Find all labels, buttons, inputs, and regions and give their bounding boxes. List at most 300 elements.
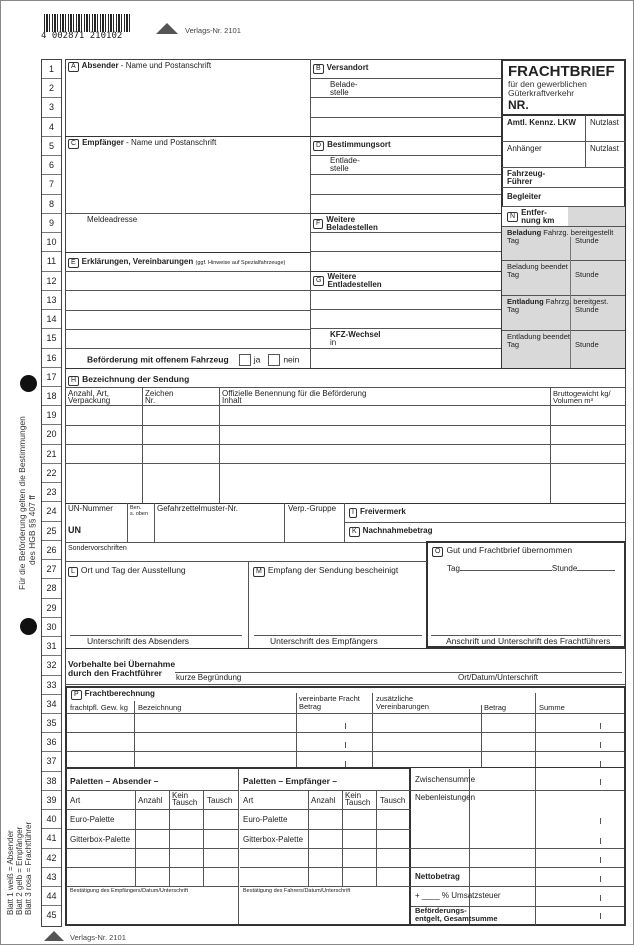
section-d-title — [313, 141, 391, 151]
decimal-tick — [345, 742, 346, 748]
divider — [502, 114, 625, 116]
beladestelle-label — [330, 81, 358, 97]
col-brutto — [553, 390, 611, 404]
divider — [502, 141, 625, 142]
divider — [310, 136, 501, 137]
divider — [65, 503, 626, 504]
letter-k: K — [349, 527, 360, 537]
divider — [240, 867, 411, 868]
section-g-title — [313, 273, 382, 289]
freivermerk-text: Freivermerk — [359, 507, 406, 516]
letter-e: E — [68, 258, 79, 268]
o-stunde: Stunde — [551, 564, 578, 573]
section-a-title — [68, 62, 211, 72]
fracht-1: vereinbarte Fracht — [299, 694, 360, 703]
line-number: 32 — [42, 656, 61, 675]
divider — [65, 348, 310, 349]
o-tag: Tag — [447, 564, 460, 573]
section-c-title — [68, 139, 216, 149]
letter-l: L — [68, 567, 78, 577]
divider — [65, 387, 626, 388]
ben-2: s. oben — [130, 511, 149, 517]
divider — [342, 790, 343, 886]
entf-1: Entfer- — [521, 208, 547, 217]
divider — [67, 848, 238, 849]
empfaenger-rest: - Name und Postanschrift — [123, 138, 217, 147]
subtitle-2: Güterkraftverkehr — [508, 87, 575, 98]
col-art: Art — [70, 796, 81, 806]
sign-frachtfuehrer: Anschrift und Unterschrift des Frachtführers — [446, 636, 611, 646]
divider — [535, 693, 536, 925]
row-euro: Euro-Palette — [70, 815, 115, 825]
col-tausch: Tausch — [207, 796, 233, 806]
line-number: 6 — [42, 156, 61, 175]
legal-note-line2: des HGB §§ 407 ff — [27, 495, 37, 565]
copy-legend — [6, 822, 33, 915]
divider — [67, 751, 624, 752]
letter-m: M — [253, 567, 265, 577]
row-gitter: Gitterbox-Palette — [70, 834, 131, 844]
copy-1: Blatt 1 weiß = Absender — [6, 830, 15, 915]
divider — [284, 503, 285, 542]
stunde-label: Stunde — [575, 305, 599, 314]
beladestelle-1: Belade- — [330, 80, 358, 89]
ausstellung-label: Ort und Tag der Ausstellung — [80, 565, 186, 575]
col-zeichen — [145, 390, 173, 404]
vorbehalte-2: durch den Frachtführer — [68, 668, 162, 678]
erklaerungen-label: Erklärungen, Vereinbarungen — [81, 257, 194, 266]
divider — [310, 251, 501, 252]
col-kein: Kein — [345, 791, 362, 801]
form-title: FRACHTBRIEF — [508, 63, 615, 80]
time-label: Fahrzg. bereitgestellt — [543, 228, 614, 237]
decimal-tick — [600, 857, 601, 863]
benennung-1: Offizielle Benennung für die Beförderung — [222, 389, 367, 398]
divider — [65, 252, 310, 253]
benennung-2: Inhalt — [222, 396, 242, 405]
divider — [65, 405, 626, 406]
subtitle-1: für den gewerblichen — [508, 79, 587, 89]
nutzlast-label: Nutzlast — [590, 118, 619, 127]
time-field[interactable] — [502, 295, 625, 329]
line-number: 2 — [42, 79, 61, 98]
stunde-label: Stunde — [575, 270, 599, 279]
divider — [248, 561, 249, 648]
col-kein-2: Tausch — [172, 798, 198, 808]
divider — [310, 97, 501, 98]
entfernung-label — [507, 209, 554, 225]
line-number: 40 — [42, 810, 61, 829]
divider — [310, 290, 501, 291]
absender-label: Absender — [81, 61, 119, 70]
punch-hole — [20, 375, 37, 392]
anzahl-2: Verpackung — [68, 396, 111, 405]
col-art: Art — [243, 796, 254, 806]
line-number: 18 — [42, 387, 61, 406]
divider — [310, 232, 501, 233]
line-number: 20 — [42, 425, 61, 444]
line-number: 13 — [42, 291, 61, 310]
divider — [344, 522, 626, 523]
col-benennung — [222, 390, 366, 404]
decimal-tick — [600, 913, 601, 919]
divider — [411, 867, 624, 868]
vorbehalte-label — [68, 660, 175, 678]
section-l-title — [68, 566, 186, 577]
form-number-label: NR. — [508, 98, 529, 112]
section-b-title — [313, 64, 368, 74]
col-kein: Kein — [172, 791, 189, 801]
line-number: 41 — [42, 829, 61, 848]
decimal-tick — [600, 838, 601, 844]
divider — [240, 886, 411, 887]
nachnahme-text: Nachnahmebetrag — [362, 526, 433, 535]
nebenleistungen-label: Nebenleistungen — [415, 793, 476, 802]
decimal-tick — [600, 723, 601, 729]
open-vehicle-label — [87, 354, 299, 366]
nein-checkbox[interactable] — [268, 354, 280, 366]
line-number: 26 — [42, 541, 61, 560]
line-number: 9 — [42, 214, 61, 233]
tag-label: Tag — [507, 236, 520, 245]
divider — [67, 713, 624, 714]
line-number: 19 — [42, 406, 61, 425]
col-bezeichnung: Bezeichnung — [138, 703, 182, 712]
col-fracht — [299, 695, 360, 711]
time-field[interactable] — [502, 226, 625, 260]
line-number: 45 — [46, 910, 57, 921]
line-number-column — [41, 59, 62, 927]
kennzeichen-label: Amtl. Kennz. LKW — [507, 118, 576, 127]
frachtberechnung-label: Frachtberechnung — [84, 689, 155, 698]
stunde-label: Stunde — [575, 236, 599, 245]
footer-publisher-number: Verlags-Nr. 2101 — [70, 933, 126, 942]
divider — [134, 701, 135, 767]
sendung-label: Bezeichnung der Sendung — [82, 374, 190, 384]
beladestellen-1: Weitere — [326, 215, 356, 224]
line-number: 29 — [42, 599, 61, 618]
letter-f: F — [313, 219, 323, 229]
copy-3: Blatt 3 rosa = Frachtführer — [24, 821, 33, 915]
pallet-title: Paletten – Absender – — [70, 775, 159, 786]
absender-rest: - Name und Postanschrift — [118, 61, 212, 70]
time-field[interactable] — [502, 330, 625, 364]
line-number: 4 — [42, 118, 61, 137]
barcode — [44, 14, 130, 32]
nachnahme-label — [349, 527, 432, 537]
divider — [65, 213, 310, 214]
decimal-tick — [600, 895, 601, 901]
fahrer-1: Fahrzeug- — [507, 169, 546, 178]
fahrer-label — [507, 170, 545, 186]
row-gitter: Gitterbox-Palette — [243, 834, 304, 844]
time-field[interactable] — [502, 260, 625, 294]
footer-logo-icon — [44, 931, 64, 941]
letter-h: H — [68, 376, 79, 386]
time-label: Beladung beendet — [507, 262, 568, 271]
divider — [308, 790, 309, 886]
kurze-begruendung-label: kurze Begründung — [176, 673, 242, 682]
publisher-logo-icon — [156, 23, 178, 34]
line-number: 35 — [42, 714, 61, 733]
divider — [310, 213, 501, 214]
anhaenger-label: Anhänger — [507, 144, 542, 153]
line-number: 37 — [42, 752, 61, 771]
meldeadresse-label: Meldeadresse — [87, 215, 138, 224]
tag-label: Tag — [507, 270, 520, 279]
divider — [135, 790, 136, 886]
letter-c: C — [68, 139, 79, 149]
col-tausch: Tausch — [380, 796, 406, 806]
decimal-tick — [600, 876, 601, 882]
divider — [372, 693, 373, 767]
row-euro: Euro-Palette — [243, 815, 288, 825]
divider — [65, 463, 626, 464]
zwischensumme-label: Zwischensumme — [415, 775, 476, 784]
section-f-title — [313, 216, 378, 232]
divider — [238, 769, 239, 924]
letter-i: I — [349, 508, 357, 518]
uebernommen-label: Gut und Frachtbrief übernommen — [446, 545, 573, 555]
letter-p: P — [71, 690, 82, 700]
divider — [65, 648, 626, 649]
zeichen-2: Nr. — [145, 396, 156, 405]
confirm-label: Bestätigung des Fahrers/Datum/Unterschrift — [243, 888, 351, 895]
divider — [67, 867, 238, 868]
divider — [67, 732, 624, 733]
ben-label — [130, 505, 148, 517]
divider — [502, 187, 625, 188]
form-subtitle — [508, 80, 587, 97]
divider — [240, 809, 411, 810]
section-h-title — [68, 375, 189, 386]
zusatz-1: zusätzliche — [376, 694, 414, 703]
divider — [502, 167, 625, 168]
divider — [67, 829, 238, 830]
col-anzahl: Anzahl — [311, 796, 336, 806]
bestimmungsort-label: Bestimmungsort — [327, 140, 391, 149]
ja-label: ja — [253, 354, 261, 365]
un-nummer-label: UN-Nummer — [68, 504, 113, 513]
entladestelle-2: stelle — [330, 164, 349, 173]
divider — [67, 790, 238, 791]
gefahr-label: Gefahrzettelmuster-Nr. — [157, 504, 238, 513]
punch-hole — [20, 618, 37, 635]
o-tag-label — [447, 565, 617, 573]
divider — [411, 848, 624, 849]
nettobetrag-label: Nettobetrag — [415, 872, 460, 881]
fahrer-2: Führer — [507, 177, 533, 186]
erklaerungen-hint: (ggf. Hinweise auf Spezialfahrzeuge) — [195, 260, 286, 266]
line-number: 30 — [42, 618, 61, 637]
letter-a: A — [68, 62, 79, 72]
line-number: 24 — [42, 502, 61, 521]
line-number: 36 — [42, 733, 61, 752]
decimal-tick — [600, 761, 601, 767]
divider — [169, 790, 170, 886]
gesamt-1: Beförderungs- — [415, 906, 467, 915]
divider — [481, 705, 482, 767]
line-number: 22 — [42, 464, 61, 483]
line-number: 14 — [42, 310, 61, 329]
zusatz-2: Vereinbarungen — [376, 702, 429, 711]
divider — [240, 790, 411, 791]
divider — [411, 790, 624, 791]
entladestelle-label — [330, 157, 360, 173]
divider — [127, 503, 128, 542]
section-p-title — [71, 690, 155, 700]
line-number: 10 — [42, 233, 61, 252]
begleiter-label: Begleiter — [507, 192, 542, 201]
line-number: 31 — [42, 637, 61, 656]
un-label: UN — [68, 525, 81, 535]
line-number: 5 — [42, 137, 61, 156]
letter-n: N — [507, 212, 518, 222]
empfang-label: Empfang der Sendung bescheinigt — [267, 565, 399, 575]
time-head: Beladung — [507, 228, 542, 237]
divider — [203, 790, 204, 886]
col-anzahl: Anzahl — [138, 796, 163, 806]
versandort-label: Versandort — [326, 63, 369, 72]
line-number: 21 — [42, 445, 61, 464]
line-number: 7 — [42, 175, 61, 194]
kfz-wechsel-label — [330, 331, 381, 347]
meldeadresse-field[interactable] — [66, 226, 309, 251]
divider — [310, 117, 501, 118]
absender-field[interactable] — [66, 73, 309, 135]
line-number: 27 — [42, 560, 61, 579]
letter-o: O — [432, 547, 443, 557]
col-kein-2: Tausch — [345, 798, 371, 808]
divider — [240, 829, 411, 830]
empfaenger-field[interactable] — [66, 150, 309, 212]
divider — [376, 790, 377, 886]
empfaenger-label: Empfänger — [82, 138, 124, 147]
col-anzahl — [68, 390, 110, 404]
kfz-1: KFZ-Wechsel — [330, 330, 381, 339]
entladestellen-2: Entladestellen — [327, 280, 382, 289]
open-vehicle-text: Beförderung mit offenem Fahrzeug — [87, 354, 229, 365]
time-label: Fahrzg. bereitgest. — [545, 297, 609, 306]
nutzlast-anh-label: Nutzlast — [590, 144, 619, 153]
section-m-title — [253, 566, 398, 577]
line-number: 15 — [42, 329, 61, 348]
nein-label: nein — [283, 354, 300, 365]
line-number: 25 — [42, 522, 61, 541]
divider — [296, 693, 297, 767]
beladestellen-2: Beladestellen — [326, 223, 378, 232]
tag-label: Tag — [507, 305, 520, 314]
ort-datum-label: Ort/Datum/Unterschrift — [458, 673, 539, 682]
line-number: 33 — [42, 676, 61, 695]
line-number: 1 — [42, 60, 61, 79]
col-summe: Summe — [539, 703, 565, 712]
ben-1: Ben. — [130, 505, 142, 511]
line-number: 34 — [42, 695, 61, 714]
legal-note-line1: Für die Beförderung gelten die Bestimmungen — [17, 416, 27, 590]
stunde-label: Stunde — [575, 340, 599, 349]
divider — [65, 444, 626, 445]
entladestellen-1: Weitere — [327, 272, 357, 281]
signature-line — [175, 672, 622, 673]
copy-2: Blatt 2 gelb = Empfänger — [15, 826, 24, 915]
col-zusatz — [376, 695, 429, 711]
sondervorschriften-label: Sondervorschriften — [68, 545, 127, 552]
verp-label: Verp.-Gruppe — [288, 504, 337, 513]
line-number: 38 — [42, 772, 61, 791]
line-number: 8 — [42, 195, 61, 214]
divider — [310, 174, 501, 175]
line-number: 23 — [42, 483, 61, 502]
confirm-label: Bestätigung des Empfängers/Datum/Unterschrift — [70, 888, 189, 895]
divider — [240, 848, 411, 849]
divider — [154, 503, 155, 542]
time-head: Entladung — [507, 297, 544, 306]
ja-checkbox[interactable] — [239, 354, 251, 366]
divider — [67, 809, 238, 810]
line-number: 39 — [42, 791, 61, 810]
divider — [65, 136, 310, 137]
section-e-title — [68, 258, 285, 268]
line-number: 42 — [42, 849, 61, 868]
entf-2: nung km — [521, 216, 555, 225]
kfz-2: in — [330, 338, 337, 347]
time-label: Entladung beendet — [507, 332, 570, 341]
brutto-1: Bruttogewicht kg/ — [553, 389, 611, 398]
gesamtsumme-label — [415, 907, 498, 922]
publisher-number: Verlags-Nr. 2101 — [185, 26, 241, 35]
decimal-tick — [600, 779, 601, 785]
tag-label: Tag — [507, 340, 520, 349]
divider — [67, 886, 238, 887]
decimal-tick — [600, 818, 601, 824]
line-number: 17 — [42, 368, 61, 387]
line-number: 16 — [42, 349, 61, 368]
brutto-2: Volumen m³ — [553, 396, 594, 405]
legal-note — [17, 416, 37, 590]
divider — [310, 194, 501, 195]
divider — [65, 684, 626, 685]
line-number: 44 — [42, 887, 61, 906]
ust-label: + ____ % Umsatzsteuer — [415, 891, 501, 900]
line-number: 43 — [42, 868, 61, 887]
line-number: 3 — [42, 98, 61, 117]
beladestelle-2: stelle — [330, 88, 349, 97]
line-number: 28 — [42, 579, 61, 598]
gesamt-2: entgelt, Gesamtsumme — [415, 913, 498, 923]
col-gewicht: frachtpfl. Gew. kg — [70, 703, 128, 712]
divider — [65, 425, 626, 426]
decimal-tick — [600, 742, 601, 748]
entladestelle-1: Entlade- — [330, 156, 360, 165]
col-betrag: Betrag — [484, 703, 507, 712]
letter-b: B — [313, 64, 324, 74]
decimal-tick — [345, 723, 346, 729]
barcode-number: 4 002871 210102 — [41, 31, 123, 41]
section-o-title — [432, 546, 572, 557]
fracht-2: Betrag — [299, 702, 322, 711]
section-o-box — [426, 541, 626, 648]
zeichen-1: Zeichen — [145, 389, 174, 398]
divider — [411, 886, 624, 887]
sign-absender: Unterschrift des Absenders — [87, 636, 190, 646]
letter-g: G — [313, 276, 324, 286]
vorbehalte-1: Vorbehalte bei Übernahme — [68, 659, 176, 669]
line-number: 11 — [42, 252, 61, 271]
letter-d: D — [313, 141, 324, 151]
sign-empfaenger: Unterschrift des Empfängers — [270, 636, 378, 646]
erklaerungen-field[interactable] — [66, 272, 309, 348]
